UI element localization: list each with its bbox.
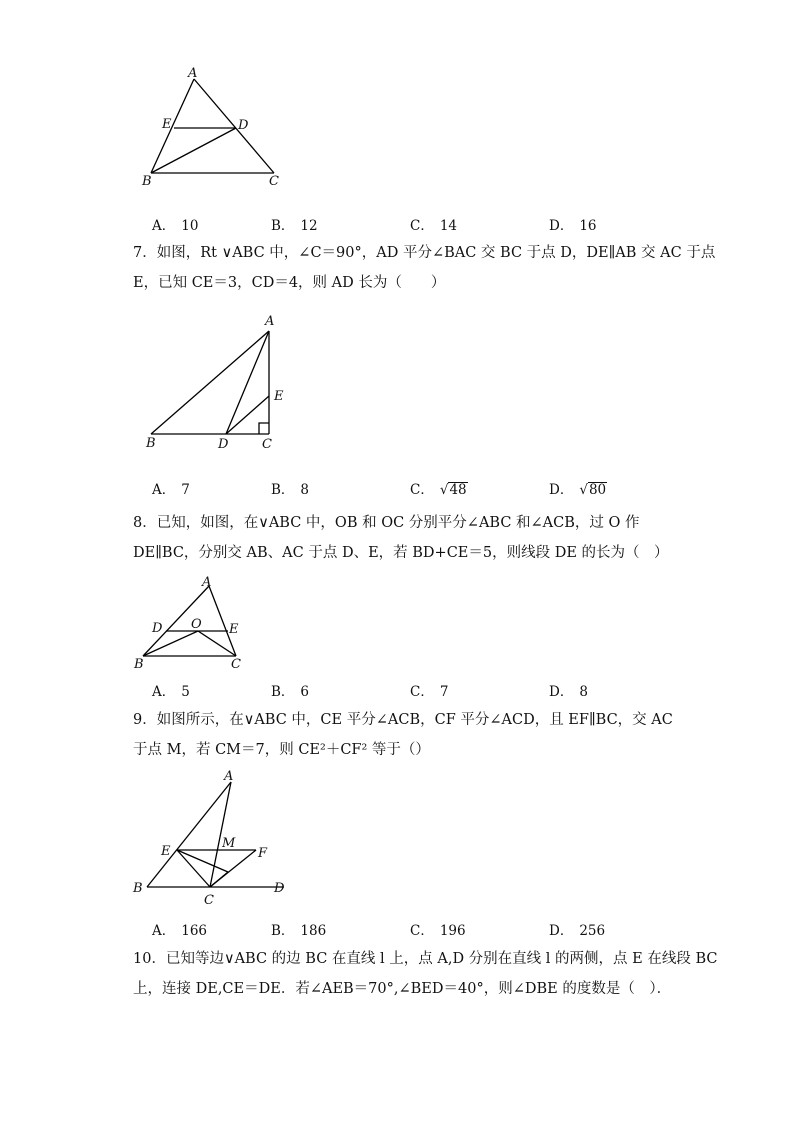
question-10-line-2: 上，连接 DE,CE＝DE．若∠AEB＝70°,∠BED＝40°，则∠DBE 的度数是（ ）． xyxy=(133,981,672,997)
question-8-line-1: 8．已知，如图，在∨ABC 中，OB 和 OC 分别平分∠ABC 和∠ACB，过 O 作 xyxy=(133,515,640,531)
label-B: B xyxy=(134,657,144,672)
question-7-line-1: 7．如图，Rt ∨ABC 中，∠C＝90°，AD 平分∠BAC 交 BC 于点 D，DE∥AB 交 AC 于点 xyxy=(133,245,716,261)
question-10-line-1: 10．已知等边∨ABC 的边 BC 在直线 l 上，点 A,D 分别在直线 l 的两侧，点 E 在线段 BC xyxy=(133,951,718,967)
label-A: A xyxy=(224,769,234,784)
question-7 xyxy=(133,238,716,298)
label-E: E xyxy=(229,622,239,637)
label-D: D xyxy=(218,437,229,452)
option-a[interactable]: A． 7 xyxy=(152,482,190,498)
question-7-line-2: E，已知 CE＝3，CD＝4，则 AD 长为（ ） xyxy=(133,275,446,291)
label-A: A xyxy=(188,66,198,81)
option-d[interactable]: D． √80 xyxy=(549,482,607,498)
figure-q6 xyxy=(140,66,290,196)
label-D: D xyxy=(152,621,163,636)
question-8 xyxy=(133,508,669,568)
option-a[interactable]: A． 10 xyxy=(152,218,199,234)
question-9-line-1: 9．如图所示，在∨ABC 中，CE 平分∠ACB，CF 平分∠ACD，且 EF∥BC，交 AC xyxy=(133,712,673,728)
options-q6 xyxy=(152,214,672,234)
label-C: C xyxy=(269,174,279,189)
option-a[interactable]: A． 5 xyxy=(152,684,190,700)
label-O: O xyxy=(191,617,202,632)
option-a[interactable]: A． 166 xyxy=(152,923,208,939)
option-d[interactable]: D． 16 xyxy=(549,218,597,234)
question-10 xyxy=(133,944,718,1004)
figure-q9 xyxy=(130,768,295,913)
options-q8 xyxy=(152,680,672,700)
option-c[interactable]: C． 14 xyxy=(410,218,458,234)
label-B: B xyxy=(133,881,143,896)
question-9 xyxy=(133,705,673,765)
label-M: M xyxy=(222,836,236,851)
label-E: E xyxy=(274,389,284,404)
label-B: B xyxy=(142,174,152,189)
option-b[interactable]: B． 186 xyxy=(271,923,327,939)
label-C: C xyxy=(204,893,214,908)
label-C: C xyxy=(262,437,272,452)
question-8-line-2: DE∥BC，分别交 AB、AC 于点 D、E，若 BD+CE＝5，则线段 DE 的长为（ ） xyxy=(133,545,669,561)
label-B: B xyxy=(146,436,156,451)
option-c[interactable]: C． 196 xyxy=(410,923,466,939)
option-d[interactable]: D． 8 xyxy=(549,684,588,700)
options-q9 xyxy=(152,919,672,939)
label-F: F xyxy=(258,846,268,861)
figure-q8 xyxy=(132,572,252,672)
option-d[interactable]: D． 256 xyxy=(549,923,606,939)
option-c[interactable]: C． √48 xyxy=(410,482,467,498)
label-C: C xyxy=(231,657,241,672)
option-b[interactable]: B． 6 xyxy=(271,684,310,700)
label-A: A xyxy=(202,575,212,590)
sqrt-symbol: √48 xyxy=(439,482,467,498)
options-q7 xyxy=(152,478,672,498)
option-b[interactable]: B． 12 xyxy=(271,218,318,234)
question-9-line-2: 于点 M，若 CM＝7，则 CE²＋CF² 等于（） xyxy=(133,742,430,758)
label-E: E xyxy=(162,117,172,132)
option-b[interactable]: B． 8 xyxy=(271,482,310,498)
label-A: A xyxy=(265,314,275,329)
sqrt-symbol: √80 xyxy=(579,482,607,498)
label-D: D xyxy=(238,118,249,133)
label-D: D xyxy=(274,881,285,896)
figure-q7 xyxy=(140,310,300,455)
label-E: E xyxy=(161,844,171,859)
option-c[interactable]: C． 7 xyxy=(410,684,449,700)
